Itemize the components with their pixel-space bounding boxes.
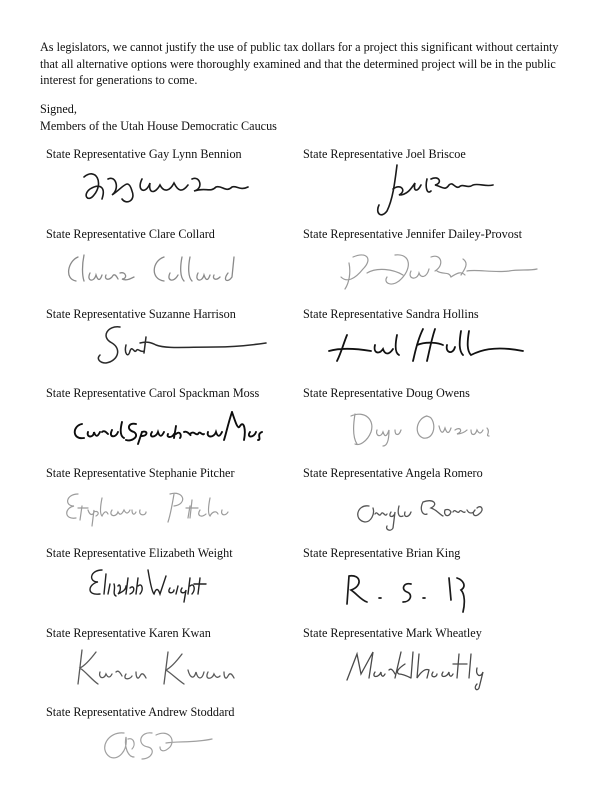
signature-brian-king	[339, 564, 509, 614]
rep-jennifer-dailey-provost	[303, 227, 583, 242]
rep-angela-romero	[303, 466, 583, 481]
rep-gay-lynn-bennion	[46, 147, 326, 162]
rep-carol-spackman-moss	[46, 386, 326, 401]
signature-karen-kwan	[70, 644, 250, 692]
rep-joel-briscoe	[303, 147, 583, 162]
rep-brian-king	[303, 546, 583, 561]
rep-name: State Representative Clare Collard	[46, 227, 215, 241]
rep-name: State Representative Karen Kwan	[46, 626, 211, 640]
signature-joel-briscoe	[373, 161, 503, 221]
rep-karen-kwan	[46, 626, 326, 641]
rep-suzanne-harrison	[46, 307, 326, 322]
signature-sandra-hollins	[323, 325, 533, 375]
rep-name: State Representative Elizabeth Weight	[46, 546, 233, 560]
rep-name: State Representative Sandra Hollins	[303, 307, 479, 321]
signed-label: Signed,	[40, 102, 77, 116]
rep-name: State Representative Carol Spackman Moss	[46, 386, 260, 400]
signature-clare-collard	[60, 251, 250, 291]
rep-sandra-hollins	[303, 307, 583, 322]
rep-andrew-stoddard	[46, 705, 326, 720]
letter-paragraph: As legislators, we cannot justify the use of public tax dollars for a project this significant without certainty that all alternative options were thoroughly examined and that the determined project will be in the public interest for generations to come.	[40, 40, 559, 87]
rep-name: State Representative Angela Romero	[303, 466, 483, 480]
signature-suzanne-harrison	[86, 323, 276, 379]
signature-doug-owens	[345, 406, 495, 452]
rep-name: State Representative Stephanie Pitcher	[46, 466, 235, 480]
rep-name: State Representative Gay Lynn Bennion	[46, 147, 242, 161]
rep-name: State Representative Brian King	[303, 546, 461, 560]
signature-carol-spackman-moss	[68, 406, 268, 452]
rep-name: State Representative Suzanne Harrison	[46, 307, 236, 321]
rep-name: State Representative Andrew Stoddard	[46, 705, 235, 719]
signature-mark-wheatley	[339, 644, 519, 692]
rep-elizabeth-weight	[46, 546, 326, 561]
signature-jennifer-dailey-provost	[333, 249, 543, 295]
rep-name: State Representative Mark Wheatley	[303, 626, 482, 640]
signature-block-header	[40, 101, 277, 135]
rep-name: State Representative Jennifer Dailey-Provost	[303, 227, 522, 241]
rep-clare-collard	[46, 227, 326, 242]
signature-stephanie-pitcher	[60, 486, 260, 530]
signature-andrew-stoddard	[94, 723, 264, 771]
signature-elizabeth-weight	[82, 564, 252, 608]
rep-name: State Representative Doug Owens	[303, 386, 470, 400]
caucus-name: Members of the Utah House Democratic Caucus	[40, 119, 277, 133]
signature-angela-romero	[347, 484, 517, 534]
rep-name: State Representative Joel Briscoe	[303, 147, 466, 161]
rep-doug-owens	[303, 386, 583, 401]
rep-stephanie-pitcher	[46, 466, 326, 481]
signature-gay-lynn-bennion	[76, 165, 266, 215]
rep-mark-wheatley	[303, 626, 583, 641]
